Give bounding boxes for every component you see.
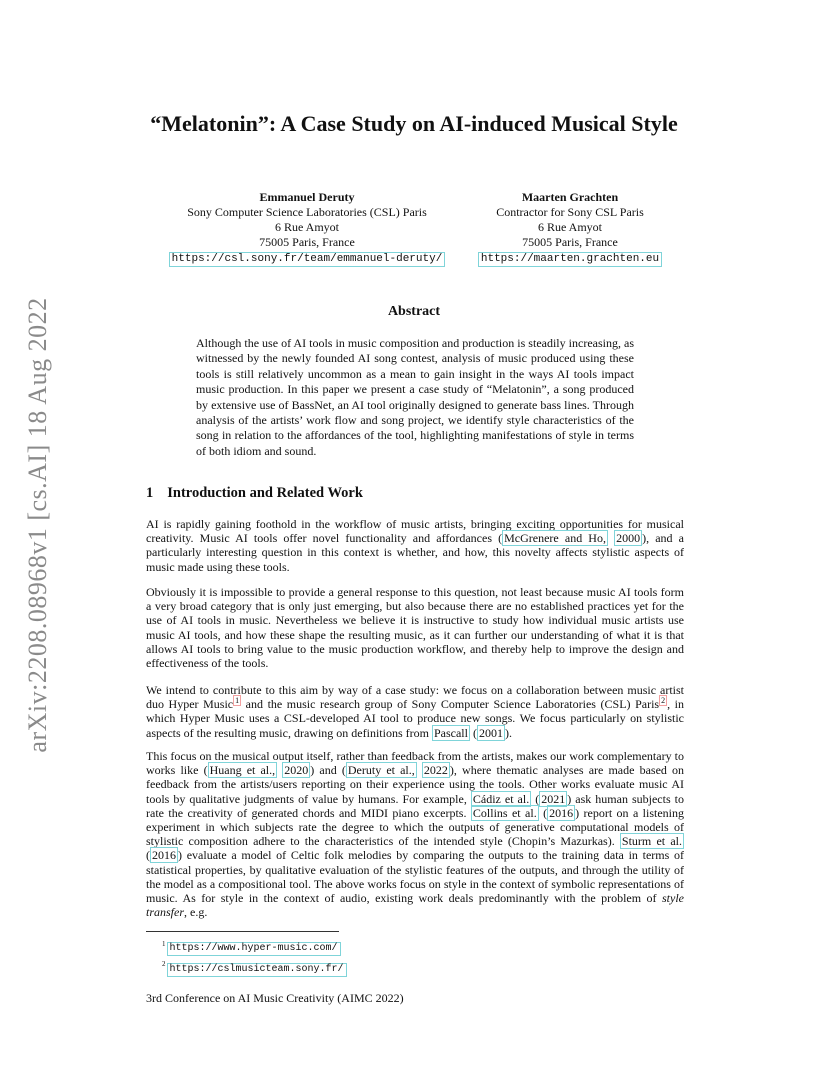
- citation-link[interactable]: Sturm et al.: [621, 834, 682, 849]
- text-run: (: [538, 805, 548, 820]
- citation-link[interactable]: Deruty et al.,: [347, 763, 415, 778]
- paragraph-4: [146, 749, 684, 919]
- citation-year-link[interactable]: 2021: [541, 791, 566, 806]
- citation-link[interactable]: Huang et al.,: [209, 763, 276, 778]
- author-name: Emmanuel Deruty: [259, 190, 355, 204]
- text-run: (: [146, 848, 150, 863]
- citation-year-link[interactable]: 2020: [284, 763, 309, 778]
- footnote-1: [162, 936, 347, 956]
- text-run: ).: [504, 725, 512, 740]
- text-run: (: [469, 725, 477, 740]
- footnote-divider: [146, 931, 339, 932]
- citation-link[interactable]: Collins et al.: [472, 805, 537, 820]
- paragraph-2: [146, 585, 684, 670]
- text-run: We intend to contribute to this aim by way of a case study: we focus on a collaboration between music artist duo Hyper Music: [146, 683, 684, 712]
- section-title: Introduction and Related Work: [167, 485, 363, 501]
- text-run: ) ask human subjects to rate the creativity of generated chords and MIDI piano excerpts.: [146, 791, 684, 820]
- footnote-marker-link[interactable]: 1: [235, 696, 240, 706]
- footnotes: [162, 936, 347, 977]
- citation-year-link[interactable]: 2016: [549, 805, 574, 820]
- author-url-link[interactable]: https://csl.sony.fr/team/emmanuel-deruty/: [169, 252, 446, 267]
- paragraph-1: [146, 517, 684, 574]
- text-run: AI is rapidly gaining foothold in the workflow of music artists, bringing exciting opportunities for musical creativity. Music AI tools offer novel functionality and affordances (: [146, 517, 684, 546]
- text-run: Obviously it is impossible to provide a general response to this question, not least because music AI tools form a very broad category that is only just emerging, but also because there are no established practices yet for the use of AI tools in music. Nevertheless we believe it is instructive to study how individual music artists use music AI tools, and how these shape the resulting music, as it can further our understanding of what it is that allows AI tools to bring value to the music production workflow, and thereby help to improve the design and effectiveness of the tools.: [146, 585, 684, 671]
- venue-footer: 3rd Conference on AI Music Creativity (AIMC 2022): [146, 991, 404, 1005]
- text-run: and the music research group of Sony Computer Science Laboratories (CSL) Paris: [241, 697, 660, 712]
- author-block-2: [470, 190, 670, 267]
- citation-link[interactable]: McGrenere and Ho,: [504, 531, 606, 546]
- text-run: , e.g.: [184, 905, 208, 920]
- text-run: (: [531, 791, 540, 806]
- citation-link[interactable]: Cádiz et al.: [472, 791, 530, 806]
- text-run: ), where thematic analyses are made based on feedback from the artists/users reporting on their experience using the tools. Other works evaluate music AI tools by qualitative judgments of value by humans. For example,: [146, 763, 685, 806]
- text-run: ) evaluate a model of Celtic folk melodies by comparing the outputs to the training data in terms of statistical properties, by qualitative evaluation of the stylistic features of the outputs, and through the utility of the model as a compositional tool. The above works focus on style in the context of symbolic representations of music. As for style in the context of audio, existing work deals predominantly with the problem of: [146, 848, 684, 906]
- citation-link[interactable]: Pascall: [433, 725, 468, 740]
- paragraph-3: [146, 683, 684, 740]
- arxiv-stamp: [18, 290, 58, 760]
- author-url-link[interactable]: https://maarten.grachten.eu: [478, 252, 662, 267]
- text-run: ) report on a listening experiment in which subjects rate the degree to which the outputs of generative computational models of stylistic composition adhere to the characteristics of the intended style (Chopin’s Mazurkas).: [146, 805, 685, 849]
- footnote-url-link[interactable]: https://cslmusicteam.sony.fr/: [167, 963, 347, 977]
- paper-title: “Melatonin”: A Case Study on AI-induced Musical Style: [150, 111, 678, 136]
- section-heading: [146, 485, 363, 502]
- footnote-2: [162, 956, 347, 976]
- emphasis-text: style transfer: [146, 891, 684, 920]
- section-number: 1: [146, 485, 154, 501]
- abstract-heading: Abstract: [387, 304, 441, 319]
- arxiv-stamp-text: arXiv:2208.08968v1 [cs.AI] 18 Aug 2022: [23, 297, 52, 753]
- author-street: 6 Rue Amyot: [537, 220, 602, 234]
- abstract-text: Although the use of AI tools in music composition and production is steadily increasing, as witnessed by the newly founded AI song contest, analysis of music produced using these tools is still relatively uncommon as a mean to gain insight in the ways AI tools impact music production. In this paper we present a case study of “Melatonin”, a song produced by extensive use of BassNet, an AI tool originally designed to generate bass lines. Through analysis of the artists’ work flow and song project, we identify style characteristics of the song in relation to the affordances of the tool, highlighting manifestations of style in terms of both idiom and sound.: [196, 336, 634, 458]
- citation-year-link[interactable]: 2022: [423, 763, 448, 778]
- author-city: 75005 Paris, France: [522, 235, 618, 249]
- author-street: 6 Rue Amyot: [274, 220, 339, 234]
- footnote-number: 2: [162, 960, 166, 969]
- text-run: This focus on the musical output itself, rather than feedback from the artists, makes our work complementary to works like (: [146, 749, 684, 778]
- author-name: Maarten Grachten: [521, 190, 619, 204]
- author-affiliation: Contractor for Sony CSL Paris: [496, 205, 644, 219]
- footnote-url-link[interactable]: https://www.hyper-music.com/: [167, 942, 341, 956]
- author-block-1: [160, 190, 454, 267]
- footnote-marker-link[interactable]: 2: [661, 696, 666, 706]
- author-city: 75005 Paris, France: [259, 235, 355, 249]
- footnote-number: 1: [162, 940, 166, 948]
- text-run: , in which Hyper Music uses a CSL-developed AI tool to produce new songs. We focus particularly on stylistic aspects of the resulting music, drawing on definitions from: [146, 697, 684, 740]
- citation-year-link[interactable]: 2000: [616, 531, 641, 546]
- author-affiliation: Sony Computer Science Laboratories (CSL) Paris: [187, 205, 427, 219]
- citation-year-link[interactable]: 2001: [478, 725, 503, 740]
- text-run: ) and (: [310, 763, 346, 778]
- citation-year-link[interactable]: 2016: [152, 848, 176, 863]
- text-run: ), and a particularly interesting question in this context is whether, and how, this novelty affects stylistic aspects of music made using these tools.: [146, 531, 685, 574]
